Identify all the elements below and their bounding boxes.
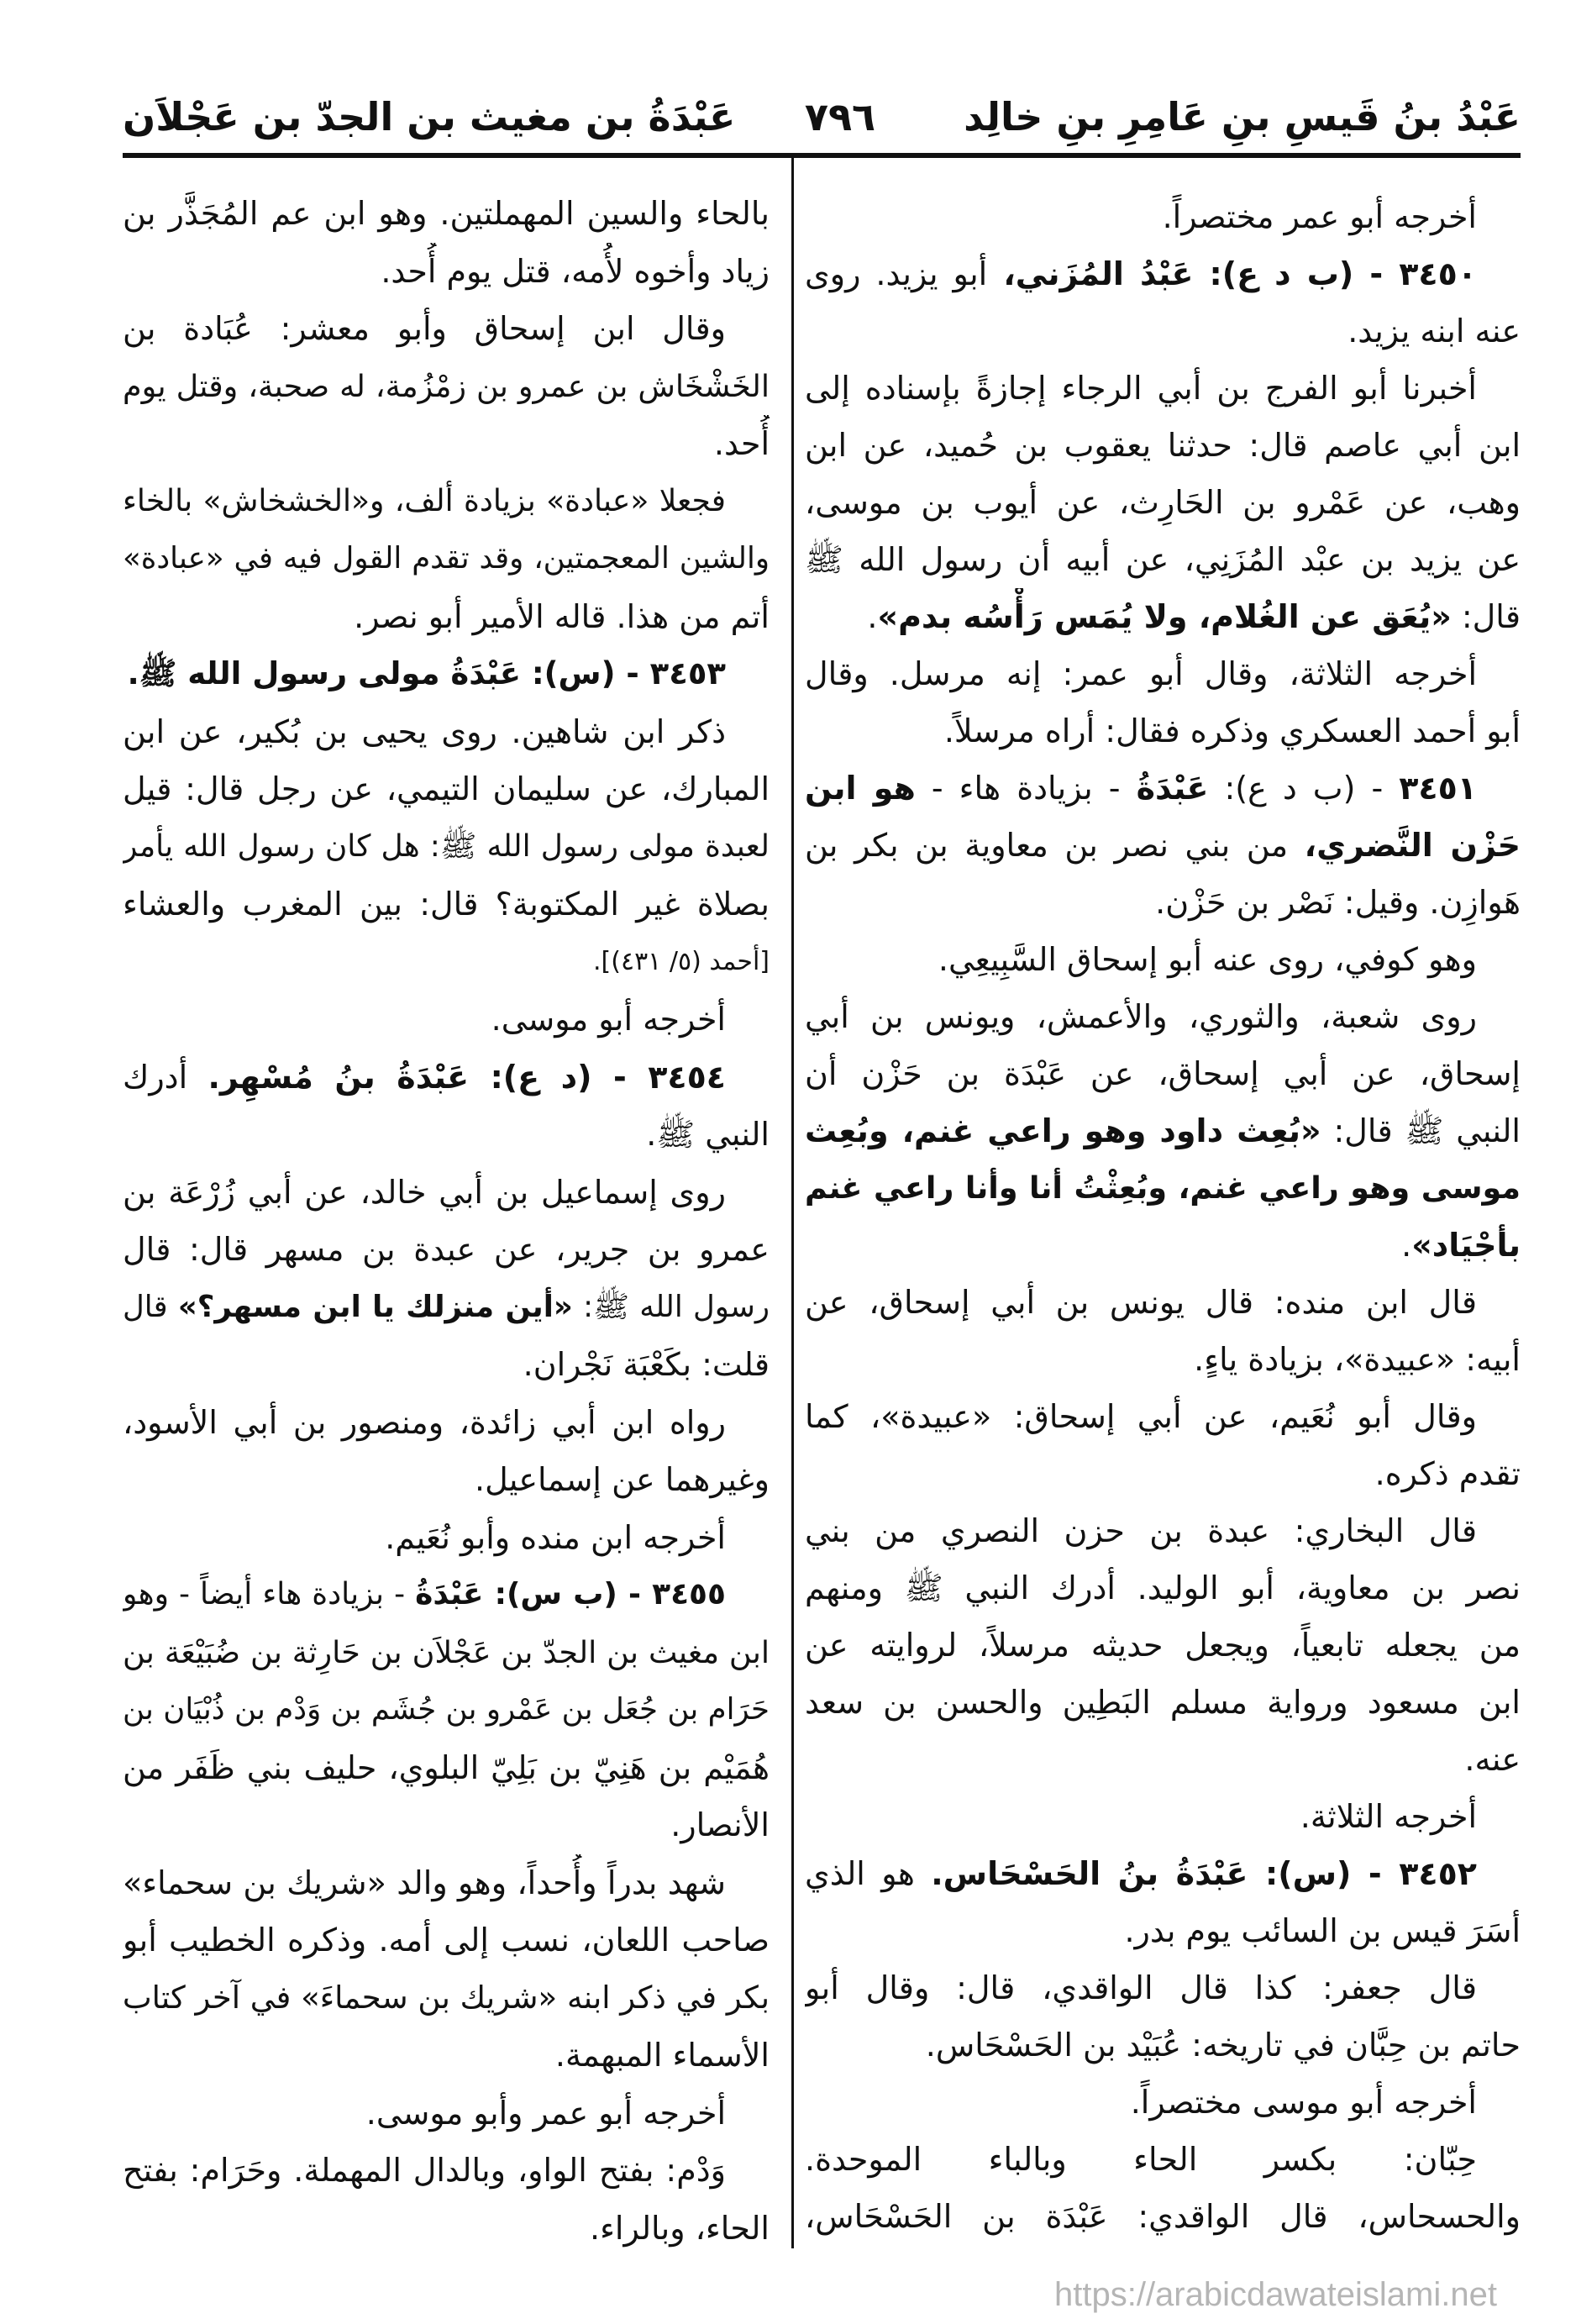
running-head-left: عَبْدَةُ بن مغيث بن الجدّ بن عَجْلاَن <box>123 94 736 139</box>
text-line <box>805 360 1521 417</box>
text-line <box>805 188 1521 245</box>
text-line <box>805 874 1521 931</box>
text-segment: [أحمد (٥/ ٤٣١)]. <box>593 946 770 976</box>
text-segment: هَوازِن. وقيل: نَصْر بن حَزْن. <box>1155 884 1521 921</box>
text-segment: حاتم بن حِبَّان في تاريخه: عُبَيْد بن الحَسْحَاس. <box>925 2027 1521 2064</box>
text-line <box>805 1902 1521 1959</box>
text-segment: أخرجه أبو عمر مختصراً. <box>1162 198 1477 235</box>
text-segment: أدرك <box>123 1058 208 1096</box>
text-line <box>805 931 1521 988</box>
text-line <box>805 1331 1521 1388</box>
text-segment: أبيه: «عبيدة»، بزيادة ياءٍ. <box>1194 1341 1521 1378</box>
text-segment: النبي ﷺ قال: <box>1321 1112 1521 1149</box>
text-line <box>805 2016 1521 2074</box>
text-segment: روى إسماعيل بن أبي خالد، عن أبي زُرْعَة بن <box>123 1173 726 1211</box>
text-segment: المبارك، عن سليمان التيمي، عن رجل قال: قيل <box>123 770 770 807</box>
text-segment: زياد وأخوه لأُمه، قتل يوم أُحد. <box>381 252 770 290</box>
bold-text-segment: موسى وهو راعي غنم، وبُعِثْتُ أنا وأنا راعي غنم <box>805 1170 1521 1206</box>
bold-text-segment: هو ابن <box>805 770 916 807</box>
text-line <box>123 1911 770 1969</box>
text-line <box>123 1049 770 1107</box>
text-line <box>123 300 770 358</box>
text-line <box>123 1566 770 1624</box>
text-segment: نصر بن معاوية، أبو الوليد. أدرك النبي ﷺ ومنهم <box>805 1569 1521 1606</box>
text-segment: وغيرهما عن إسماعيل. <box>475 1461 770 1498</box>
text-line <box>123 358 770 416</box>
text-line <box>805 702 1521 760</box>
text-segment: . <box>1401 1227 1412 1264</box>
text-line <box>805 988 1521 1045</box>
bold-text-segment: ٣٤٥٢ - (س): عَبْدَةُ بنُ الحَسْحَاس. <box>931 1855 1477 1892</box>
text-segment: قال البخاري: عبدة بن حزن النصري من بني <box>805 1512 1477 1549</box>
text-line <box>805 1788 1521 1845</box>
text-segment: أبو أحمد العسكري وذكره فقال: أراه مرسلاً. <box>943 712 1521 749</box>
bold-text-segment: «يُعَق عن الغُلام، ولا يُمَس رَأْسُه بدم» <box>877 598 1452 635</box>
text-segment: من بني نصر بن معاوية بن بكر بن <box>805 827 1305 864</box>
text-segment: أخرجه ابن منده وأبو نُعَيم. <box>385 1518 726 1556</box>
text-line <box>123 185 770 243</box>
text-line <box>123 875 770 933</box>
text-line <box>123 530 770 588</box>
text-segment: . <box>867 598 878 635</box>
text-segment: أتم من هذا. قاله الأمير أبو نصر. <box>354 597 770 635</box>
text-segment: أخرجه أبو عمر وأبو موسى. <box>365 2094 726 2132</box>
text-segment: وهب، عن عَمْرو بن الحَارِث، عن أيوب بن موسى، <box>805 484 1521 521</box>
text-segment: روى شعبة، والثوري، والأعمش، ويونس بن أبي <box>805 998 1477 1035</box>
text-segment: حِبّان: بكسر الحاء وبالباء الموحدة. <box>805 2141 1477 2178</box>
text-segment: وهو كوفي، روى عنه أبو إسحاق السَّبِيعِي. <box>938 941 1477 978</box>
text-segment: شهد بدراً وأُحداً، وهو والد «شريك بن سحماء» <box>123 1864 726 1901</box>
text-segment: الأنصار. <box>670 1806 770 1843</box>
column-divider <box>791 156 794 2248</box>
text-segment: رسول الله ﷺ: <box>572 1289 770 1324</box>
text-segment: أخرجه أبو موسى مختصراً. <box>1130 2084 1477 2121</box>
text-line <box>805 1388 1521 1445</box>
text-segment: حَرَام بن جُعَل بن عَمْرو بن جُشَم بن وَدْم بن ذُبْيَان بن <box>123 1692 770 1727</box>
text-line <box>805 2131 1521 2188</box>
text-line <box>123 1336 770 1394</box>
text-line <box>123 991 770 1049</box>
text-segment: ابن مغيث بن الجدّ بن عَجْلاَن بن حَارِثة بن ضُبَيْعَة بن <box>123 1633 770 1670</box>
text-line <box>123 1969 770 2027</box>
text-line <box>805 1674 1521 1731</box>
text-segment: بكر في ذكر ابنه «شريك بن سحماءَ» في آخر كتاب <box>123 1979 770 2016</box>
text-segment: قال: <box>1451 598 1521 635</box>
text-segment: أخبرنا أبو الفرج بن أبي الرجاء إجازةً بإسناده إلى <box>805 370 1477 407</box>
text-line <box>805 1617 1521 1674</box>
text-segment: وقال ابن إسحاق وأبو معشر: عُبَادة بن <box>123 310 726 347</box>
text-line <box>805 1217 1521 1274</box>
text-line <box>805 417 1521 474</box>
text-line <box>805 588 1521 645</box>
text-line <box>123 1221 770 1279</box>
text-line <box>805 531 1521 588</box>
text-line <box>123 1164 770 1222</box>
text-segment: قال <box>123 1289 178 1324</box>
text-line <box>123 243 770 301</box>
text-segment: أخرجه الثلاثة، وقال أبو عمر: إنه مرسل. وقال <box>805 655 1477 692</box>
bold-text-segment: ٣٤٥٤ - (د ع): عَبْدَةُ بنُ مُسْهِر. <box>208 1058 726 1096</box>
text-line <box>805 474 1521 531</box>
text-line <box>123 933 770 991</box>
text-line <box>805 1502 1521 1559</box>
text-segment: - بزيادة هاء أيضاً - وهو <box>123 1577 416 1612</box>
text-segment: من يجعله تابعياً، ويجعل حديثه مرسلاً، لروايته عن <box>805 1627 1521 1664</box>
text-segment: وقال أبو نُعَيم، عن أبي إسحاق: «عبيدة»، كما <box>805 1398 1477 1435</box>
text-segment: لعبدة مولى رسول الله ﷺ: هل كان رسول الله يأمر <box>123 828 770 864</box>
text-line <box>123 703 770 761</box>
text-segment: تقدم ذكره. <box>1374 1455 1521 1492</box>
text-line <box>123 1624 770 1682</box>
text-line <box>805 1731 1521 1788</box>
text-segment: بصلاة غير المكتوبة؟ قال: بين المغرب والعشاء <box>123 886 770 923</box>
text-segment: - بزيادة هاء - <box>915 770 1137 807</box>
header-rule <box>123 153 1521 158</box>
bold-text-segment: «أين منزلك يا ابن مسهر؟» <box>177 1289 573 1324</box>
text-line <box>123 818 770 876</box>
bold-text-segment: ٣٤٥٣ - (س): عَبْدَةُ مولى رسول الله ﷺ. <box>127 655 726 691</box>
text-line <box>805 245 1521 302</box>
left-column <box>123 185 770 2257</box>
text-line <box>123 1279 770 1337</box>
text-line <box>805 1959 1521 2016</box>
bold-text-segment: بأجْيَاد» <box>1411 1227 1521 1264</box>
text-line <box>805 645 1521 702</box>
text-line <box>123 588 770 646</box>
text-segment: الحاء، وبالراء. <box>589 2209 770 2247</box>
text-segment: أسَرَ قيس بن السائب يوم بدر. <box>1124 1912 1521 1949</box>
bold-text-segment: حَزْن النَّضري، <box>1304 827 1521 864</box>
text-line <box>123 1451 770 1509</box>
bold-text-segment: ٣٤٥١ <box>1399 770 1477 807</box>
text-line <box>805 1445 1521 1502</box>
text-segment: عن يزيد بن عبْد المُزَنِي، عن أبيه أن رسول الله ﷺ <box>805 541 1521 578</box>
text-segment: قال ابن منده: قال يونس بن أبي إسحاق، عن <box>805 1284 1477 1321</box>
text-segment: هُمَيْم بن هَنِيّ بن بَلِيّ البلوي، حليف بني ظَفَر من <box>123 1748 770 1786</box>
bold-text-segment: ٣٤٥٥ - (ب س): عَبْدَةُ <box>415 1577 726 1612</box>
text-line <box>805 1159 1521 1217</box>
text-segment: عمرو بن جرير، عن عبدة بن مسهر قال: قال <box>123 1231 770 1268</box>
text-segment: صاحب اللعان، نسب إلى أمه. وذكره الخطيب أبو <box>123 1922 770 1959</box>
text-segment: رواه ابن أبي زائدة، ومنصور بن أبي الأسود، <box>123 1403 726 1441</box>
text-line <box>805 2074 1521 2131</box>
text-segment: والشين المعجمتين، وقد تقدم القول فيه في «عبادة» <box>123 541 770 576</box>
text-segment: قال جعفر: كذا قال الواقدي، قال: وقال أبو <box>805 1969 1477 2006</box>
text-line <box>123 2142 770 2200</box>
text-line <box>123 1739 770 1797</box>
text-line <box>805 817 1521 874</box>
text-line <box>805 1845 1521 1902</box>
text-segment: بالحاء والسين المهملتين. وهو ابن عم المُجَذَّر بن <box>123 195 770 232</box>
text-segment: عنه. <box>1464 1741 1521 1778</box>
text-line <box>805 1274 1521 1331</box>
text-line <box>123 473 770 531</box>
text-segment: ابن أبي عاصم قال: حدثنا يعقوب بن حُميد، عن ابن <box>805 427 1521 464</box>
text-line <box>805 1045 1521 1102</box>
bold-text-segment: ٣٤٥٠ - (ب د ع): عَبْدُ المُزَني، <box>987 255 1478 292</box>
text-line <box>123 645 770 703</box>
text-line <box>805 1559 1521 1617</box>
text-segment: النبي ﷺ. <box>646 1116 770 1153</box>
text-segment: ابن مسعود ورواية مسلم البَطِين والحسن بن سعد <box>805 1684 1521 1721</box>
text-line <box>123 2200 770 2258</box>
right-column <box>805 188 1521 2245</box>
text-line <box>123 2085 770 2143</box>
text-line <box>123 1796 770 1854</box>
text-line <box>123 1854 770 1912</box>
text-line <box>123 760 770 818</box>
bold-text-segment: عَبْدَةُ <box>1136 770 1209 807</box>
text-line <box>805 302 1521 360</box>
text-line <box>805 1102 1521 1159</box>
text-segment: وَدْم: بفتح الواو، وبالدال المهملة. وحَرَام: بفتح <box>123 2152 726 2189</box>
page-number: ٧٩٦ <box>804 94 876 139</box>
text-segment: أُحد. <box>713 425 770 462</box>
text-line <box>123 415 770 473</box>
watermark-url: https://arabicdawateislami.net <box>1054 2276 1497 2313</box>
text-line <box>123 1106 770 1164</box>
text-segment: قلت: بكَعْبَة نَجْران. <box>523 1346 770 1383</box>
text-segment: أبو يزيد. روى <box>805 255 988 292</box>
text-segment: فجعلا «عبادة» بزيادة ألف، و«الخشخاش» بالخاء <box>123 483 726 518</box>
text-segment: أخرجه الثلاثة. <box>1300 1798 1477 1835</box>
text-segment: أخرجه أبو موسى. <box>491 1001 726 1038</box>
text-segment: إسحاق، عن أبي إسحاق، عن عَبْدَة بن حَزْن أن <box>805 1055 1521 1092</box>
bold-text-segment: «بُعِث داود وهو راعي غنم، وبُعِث <box>805 1112 1321 1149</box>
text-line <box>805 760 1521 817</box>
text-segment: - (ب د ع): <box>1208 770 1400 807</box>
text-segment: ذكر ابن شاهين. روى يحيى بن بُكير، عن ابن <box>123 712 726 750</box>
text-line <box>805 2188 1521 2245</box>
text-line <box>123 1394 770 1452</box>
text-segment: والحسحاس، قال الواقدي: عَبْدَة بن الحَسْحَاس، <box>805 2198 1521 2235</box>
text-segment: الخَشْخَاش بن عمرو بن زمْزُمة، له صحبة، وقتل يوم <box>123 367 770 404</box>
running-head-right: عَبْدُ بنُ قَيسِ بنِ عَامِرِ بنِ خالِد <box>964 94 1521 139</box>
text-segment: الأسماء المبهمة. <box>554 2037 770 2074</box>
text-segment: هو الذي <box>805 1855 932 1892</box>
text-segment: عنه ابنه يزيد. <box>1347 313 1521 350</box>
text-line <box>123 2027 770 2085</box>
text-line <box>123 1681 770 1739</box>
text-line <box>123 1509 770 1567</box>
